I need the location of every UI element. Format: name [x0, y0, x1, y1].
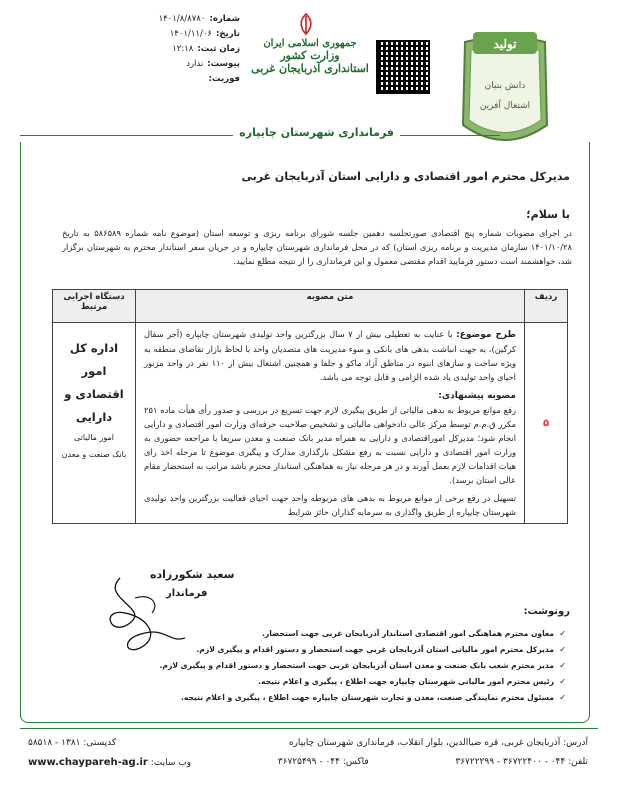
- list-item: [146, 658, 566, 674]
- badge-line-1: دانش بنیان: [484, 81, 526, 91]
- list-item: [146, 690, 566, 706]
- org-tax: امور مالیاتی: [74, 433, 114, 442]
- governorate-name: فرمانداری شهرستان چایپاره: [233, 126, 400, 139]
- header-line-2: وزارت کشور: [280, 49, 340, 62]
- proposal-block: [144, 388, 516, 403]
- check-icon: ✓: [559, 677, 566, 686]
- proposal-text: رفع موانع مربوط به بدهی مالیاتی از طریق پیگیری لازم جهت تسریع در بررسی و صدور رأی هیأت ماده ۲۵۱ مکرر ق.م.م توسط مرکز عالی دادخواهی مالیاتی و تشخیص صلاحیت حرفه‌ای وزارت امور اقتصادی و دارایی انجام شود؛ مدیرکل اموراقتصادی و دارایی به همراه مدیر بانک صنعت و معدن سریعا با مراجعه حضوری به وزارت امور اقتصادی و دارایی نسبت به رفع مشکل بازگذاری مدارک و پیگیری موضوع تا مرحله اخذ رای هیات اقدامات لازم بعمل آورند و در هر مرحله نیاز به هماهنگی استاندار محترم باشد مراتب به استحضار مقام عالی استان برسد).: [144, 405, 516, 485]
- cc-item-text: مسئول محترم نمایندگی صنعت، معدن و تجارت شهرستان چایپاره جهت اطلاع ، پیگیری و اعلام نتیجه.: [181, 693, 554, 702]
- signer-name: سعید شکورزاده: [150, 568, 235, 581]
- cc-label: رونوشت:: [523, 606, 570, 617]
- footer: [28, 734, 588, 773]
- attachment-label: پیوست:: [207, 59, 240, 69]
- cc-list: [146, 626, 566, 706]
- cc-item-text: مدیر محترم شعب بانک صنعت و معدن استان آذربایجان غربی جهت استحضار و دستور اقدام و پیگیری لازم.: [159, 661, 554, 670]
- date-value: ۱۴۰۱/۱۱/۰۶: [169, 29, 212, 39]
- time-value: ۱۲:۱۸: [172, 44, 194, 54]
- org-cell: [53, 323, 136, 524]
- header-line-1: جمهوری اسلامی ایران: [263, 38, 357, 49]
- header-text: متن مصوبه: [136, 290, 525, 323]
- addressee: مدیرکل محترم امور اقتصادی و دارایی استان آذربایجان غربی: [241, 170, 570, 183]
- signer-title: فرماندار: [166, 588, 208, 599]
- org-main: اداره کل امور اقتصادی و دارایی: [64, 341, 124, 424]
- header-org: دستگاه اجرایی مرتبط: [53, 290, 136, 323]
- footer-website-group: [28, 753, 191, 773]
- subject-block: [144, 327, 516, 384]
- proposal-label: مصوبه پیشنهادی:: [438, 391, 516, 401]
- list-item: [146, 626, 566, 642]
- intro-paragraph: در اجرای مصوبات شماره پنج اقتصادی صورتجلسه دهمین جلسه شورای برنامه ریزی و توسعه استان (موضوع نامه شماره ۵۸۶۵۸۹ به تاریخ ۱۴۰۱/۱۰/۲۸ سازمان مدیریت و برنامه ریزی استان) که در محل فرمانداری شهرستان چایپاره و در جریان سفر استاندار محترم به شهرستان برگزار شد، خواهشمند است دستور فرمایید اقدام مقتضی معمول و این فرمانداری را از نتیجه مطلع نمایید.: [62, 228, 572, 266]
- date-label: تاریخ:: [216, 29, 240, 39]
- subject-text: با عنایت به تعطیلی بیش از ۷ سال بزرگترین واحد تولیدی شهرستان چایپاره (آجر سفال کرگین)، به جهت انباشت بدهی های بانکی و سوء مدیریت های متصدیان واحد با لحاظ بازار تقاضای منطقه به ویژه ساخت و سازهای انبوه در مناطق آزاد ماکو و جلفا و همچنین اشتغال بیش از ۱۱۰ نفر در واحد مزبور احیای واحد تولیدی یاد شده الزامی و قابل توجه می باشد.: [144, 329, 516, 382]
- footer-phone: تلفن: ۰۴۴ - ۳۶۷۲۲۴۰۰ - ۳۶۷۲۲۲۹۹: [455, 757, 588, 767]
- resolution-table: [52, 289, 568, 524]
- number-label: شماره:: [209, 14, 240, 24]
- footer-fax: فاکس: ۰۴۴ - ۳۶۷۲۵۴۹۹: [277, 757, 369, 767]
- list-item: [146, 674, 566, 690]
- check-icon: ✓: [559, 693, 566, 702]
- header-titles: [250, 38, 370, 75]
- cc-item-text: معاون محترم هماهنگی امور اقتصادی استاندار آذربایجان غربی جهت استحضار.: [261, 629, 554, 638]
- table-row: [53, 323, 568, 524]
- number-value: ۱۴۰۱/۸/۸۷۸۰: [158, 14, 206, 24]
- badge-line-2: اشتغال آفرین: [479, 101, 531, 111]
- proposal-text-2: تسهیل در رفع برخی از موانع مربوط به بدهی های مربوطه واحد جهت احیای فعالیت بزرگترین واحد تولیدی شهرستان چایپاره از طریق واگذاری به سرمایه گذاران حائز شرایط: [144, 493, 516, 517]
- cc-item-text: رئیس محترم امور مالیاتی شهرستان چایپاره جهت اطلاع ، پیگیری و اعلام نتیجه.: [258, 677, 554, 686]
- subject-label: طرح موضوع:: [456, 330, 517, 340]
- footer-address: آدرس: آذربایجان غربی، قره ضیاالدین، بلوار انقلاب، فرمانداری شهرستان چایپاره: [288, 738, 588, 748]
- org-bank: بانک صنعت و معدن: [61, 450, 127, 459]
- check-icon: ✓: [559, 645, 566, 654]
- check-icon: ✓: [559, 661, 566, 670]
- header-line-3: استانداری آذربایجان غربی: [251, 62, 369, 75]
- badge-title: تولید: [493, 37, 517, 51]
- letter-meta: [90, 12, 240, 87]
- greeting: با سلام؛: [526, 208, 570, 221]
- header-row-number: ردیف: [525, 290, 568, 323]
- check-icon: ✓: [559, 629, 566, 638]
- qr-code: [376, 40, 430, 94]
- governorate-bar: [20, 128, 500, 142]
- footer-divider: [20, 728, 598, 729]
- row-number: ۵: [525, 323, 568, 524]
- iran-emblem-icon: [296, 12, 316, 36]
- website-label: وب سایت:: [150, 758, 192, 768]
- attachment-value: ندارد: [186, 59, 204, 69]
- cc-item-text: مدیرکل محترم امور مالیاتی استان آذربایجان غربی جهت استحضار و دستور اقدام و پیگیری لازم.: [196, 645, 554, 654]
- priority-label: فوریت:: [208, 74, 240, 84]
- resolution-text-cell: [136, 323, 525, 524]
- table-header-row: [53, 290, 568, 323]
- footer-postal: کدپستی: ۱۳۸۱ - ۵۸۵۱۸: [28, 738, 117, 748]
- list-item: [146, 642, 566, 658]
- time-label: زمان ثبت:: [197, 44, 240, 54]
- website-link[interactable]: www.chaypareh-ag.ir: [28, 757, 148, 768]
